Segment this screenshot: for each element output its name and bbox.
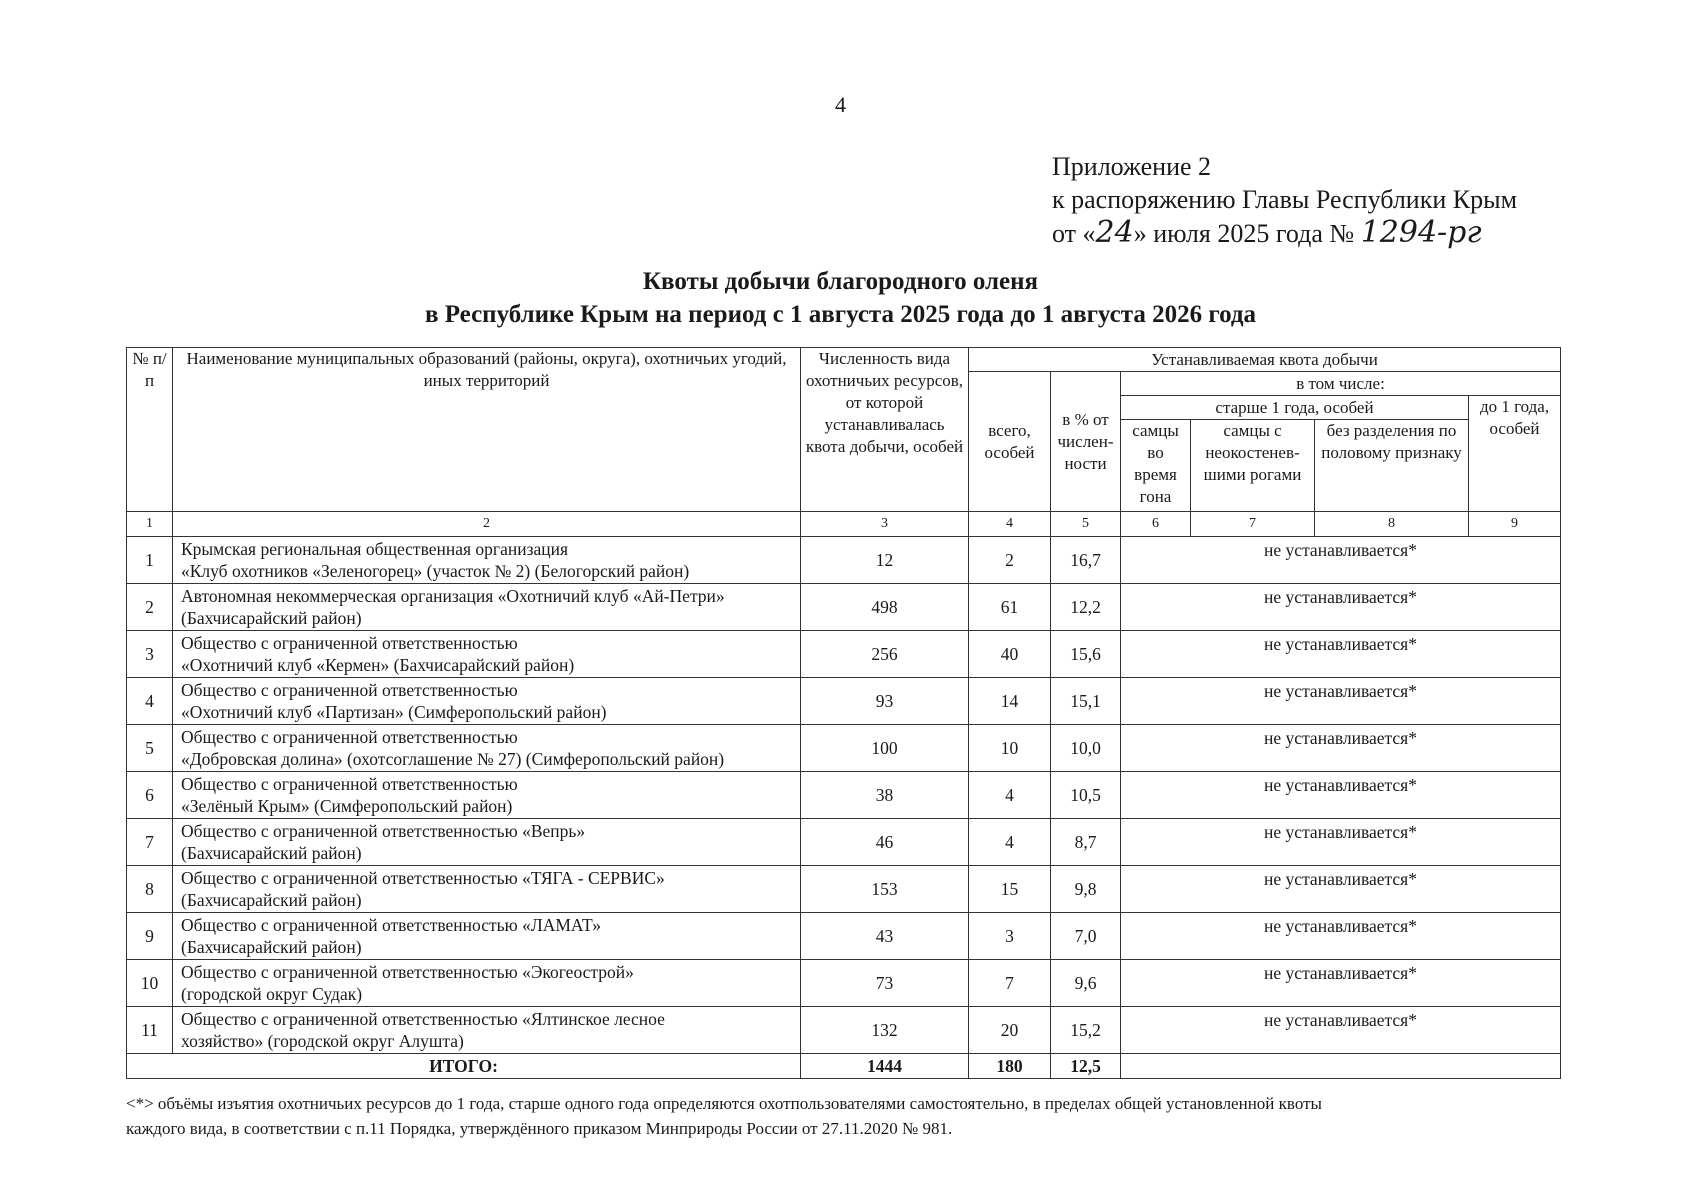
row-name-line: Общество с ограниченной ответственностью «Экогеострой» <box>181 962 634 982</box>
table-row <box>127 819 1561 866</box>
header-num: № п/п <box>127 348 173 512</box>
title-line-1: Квоты добычи благородного оленя <box>642 268 1039 295</box>
row-population: 93 <box>801 678 969 725</box>
totals-population: 1444 <box>801 1054 969 1079</box>
row-name-line: Общество с ограниченной ответственностью <box>181 680 518 700</box>
row-name-line: Общество с ограниченной ответственностью «Вепрь» <box>181 821 586 841</box>
row-percent: 15,1 <box>1051 678 1121 725</box>
row-number: 6 <box>127 772 173 819</box>
header-population: Численность вида охотничьих ресурсов, от которой устанавливалась квота добычи, особей <box>801 348 969 512</box>
row-percent: 15,6 <box>1051 631 1121 678</box>
column-number: 2 <box>173 512 801 537</box>
row-quota-note: не устанавливается* <box>1121 678 1561 725</box>
totals-empty <box>1121 1054 1561 1079</box>
row-number: 9 <box>127 913 173 960</box>
row-number: 4 <box>127 678 173 725</box>
handwritten-number: 1294-рг <box>1360 215 1482 250</box>
column-number: 9 <box>1469 512 1561 537</box>
column-number: 1 <box>127 512 173 537</box>
row-name <box>173 772 801 819</box>
table-row <box>127 584 1561 631</box>
date-prefix: от « <box>1052 219 1096 248</box>
column-number: 3 <box>801 512 969 537</box>
appendix-title: Приложение 2 <box>1052 152 1212 181</box>
table-row <box>127 772 1561 819</box>
title-line-2: в Республике Крым на период с 1 августа 2025 года до 1 августа 2026 года <box>424 301 1256 328</box>
column-number: 7 <box>1191 512 1315 537</box>
column-number: 8 <box>1315 512 1469 537</box>
row-number: 5 <box>127 725 173 772</box>
row-name <box>173 584 801 631</box>
row-population: 12 <box>801 537 969 584</box>
row-name-line: Общество с ограниченной ответственностью «Ялтинское лесное <box>181 1009 665 1029</box>
row-number: 8 <box>127 866 173 913</box>
table-row <box>127 866 1561 913</box>
row-number: 2 <box>127 584 173 631</box>
row-population: 498 <box>801 584 969 631</box>
totals-total: 180 <box>969 1054 1051 1079</box>
table-row <box>127 960 1561 1007</box>
row-name-line: (Бахчисарайский район) <box>181 608 362 628</box>
row-name-line: Общество с ограниченной ответственностью <box>181 727 518 747</box>
row-name <box>173 960 801 1007</box>
row-total: 3 <box>969 913 1051 960</box>
row-population: 256 <box>801 631 969 678</box>
row-name-line: Крымская региональная общественная организация <box>181 539 569 559</box>
row-name-line: (Бахчисарайский район) <box>181 937 362 957</box>
document-title <box>0 265 1681 331</box>
page-number: 4 <box>835 92 846 117</box>
row-quota-note: не устанавливается* <box>1121 725 1561 772</box>
header-total: всего, особей <box>969 372 1051 512</box>
appendix-header <box>1052 150 1517 250</box>
table-row <box>127 725 1561 772</box>
row-total: 4 <box>969 819 1051 866</box>
row-percent: 15,2 <box>1051 1007 1121 1054</box>
row-percent: 7,0 <box>1051 913 1121 960</box>
row-name-line: (Бахчисарайский район) <box>181 843 362 863</box>
row-name-line: Общество с ограниченной ответственностью «ЛАМАТ» <box>181 915 601 935</box>
row-name-line: Автономная некоммерческая организация «Охотничий клуб «Ай-Петри» <box>181 586 725 606</box>
header-no-sex: без разделения по половому признаку <box>1315 420 1469 512</box>
row-percent: 10,5 <box>1051 772 1121 819</box>
footnote <box>126 1091 1566 1141</box>
header-percent: в % от числен-ности <box>1051 372 1121 512</box>
header-older: старше 1 года, особей <box>1121 396 1469 420</box>
row-quota-note: не устанавливается* <box>1121 1007 1561 1054</box>
row-total: 15 <box>969 866 1051 913</box>
row-quota-note: не устанавливается* <box>1121 960 1561 1007</box>
row-name <box>173 866 801 913</box>
row-quota-note: не устанавливается* <box>1121 584 1561 631</box>
row-name-line: «Зелёный Крым» (Симферопольский район) <box>181 796 513 816</box>
row-population: 100 <box>801 725 969 772</box>
row-percent: 9,8 <box>1051 866 1121 913</box>
footnote-line-2: каждого вида, в соответствии с п.11 Порядка, утверждённого приказом Минприроды России от 27.11.2020 № 981. <box>126 1119 953 1138</box>
row-number: 7 <box>127 819 173 866</box>
header-under1: до 1 года, особей <box>1469 396 1561 512</box>
row-name <box>173 913 801 960</box>
column-number: 4 <box>969 512 1051 537</box>
row-name-line: Общество с ограниченной ответственностью «ТЯГА - СЕРВИС» <box>181 868 665 888</box>
row-population: 46 <box>801 819 969 866</box>
row-total: 20 <box>969 1007 1051 1054</box>
table-row <box>127 913 1561 960</box>
header-males-antlers: самцы с неокостенев-шими рогами <box>1191 420 1315 512</box>
row-number: 1 <box>127 537 173 584</box>
row-quota-note: не устанавливается* <box>1121 537 1561 584</box>
row-name-line: «Охотничий клуб «Партизан» (Симферопольский район) <box>181 702 607 722</box>
row-quota-note: не устанавливается* <box>1121 819 1561 866</box>
row-name <box>173 1007 801 1054</box>
table-row <box>127 631 1561 678</box>
header-males-rut: самцы во время гона <box>1121 420 1191 512</box>
row-name-line: (городской округ Судак) <box>181 984 363 1004</box>
row-total: 7 <box>969 960 1051 1007</box>
table-row <box>127 1007 1561 1054</box>
row-percent: 12,2 <box>1051 584 1121 631</box>
row-name-line: хозяйство» (городской округ Алушта) <box>181 1031 464 1051</box>
quota-table <box>126 347 1561 1079</box>
header-name: Наименование муниципальных образований (районы, округа), охотничьих угодий, иных территорий <box>173 348 801 512</box>
table-row <box>127 678 1561 725</box>
row-name <box>173 537 801 584</box>
column-numbers-row <box>127 512 1561 537</box>
row-population: 43 <box>801 913 969 960</box>
row-number: 11 <box>127 1007 173 1054</box>
row-name-line: Общество с ограниченной ответственностью <box>181 774 518 794</box>
row-quota-note: не устанавливается* <box>1121 772 1561 819</box>
totals-percent: 12,5 <box>1051 1054 1121 1079</box>
row-percent: 10,0 <box>1051 725 1121 772</box>
row-name <box>173 725 801 772</box>
row-name-line: «Клуб охотников «Зеленогорец» (участок № 2) (Белогорский район) <box>181 561 690 581</box>
row-name-line: (Бахчисарайский район) <box>181 890 362 910</box>
handwritten-day: 24 <box>1095 215 1134 250</box>
header-including: в том числе: <box>1121 372 1561 396</box>
row-population: 38 <box>801 772 969 819</box>
row-name-line: «Добровская долина» (охотсоглашение № 27) (Симферопольский район) <box>181 749 725 769</box>
header-quota-group: Устанавливаемая квота добычи <box>969 348 1561 372</box>
date-middle: » июля 2025 года № <box>1133 219 1355 248</box>
row-name <box>173 631 801 678</box>
row-name <box>173 678 801 725</box>
row-percent: 8,7 <box>1051 819 1121 866</box>
column-number: 6 <box>1121 512 1191 537</box>
row-quota-note: не устанавливается* <box>1121 631 1561 678</box>
appendix-order: к распоряжению Главы Республики Крым <box>1052 185 1518 214</box>
row-name <box>173 819 801 866</box>
row-population: 132 <box>801 1007 969 1054</box>
row-total: 4 <box>969 772 1051 819</box>
row-population: 73 <box>801 960 969 1007</box>
row-population: 153 <box>801 866 969 913</box>
row-name-line: «Охотничий клуб «Кермен» (Бахчисарайский район) <box>181 655 575 675</box>
footnote-line-1: <*> объёмы изъятия охотничьих ресурсов до 1 года, старше одного года определяются охотпользователями самостоятельно, в пределах общей установленной квоты <box>126 1094 1322 1113</box>
row-percent: 9,6 <box>1051 960 1121 1007</box>
row-total: 61 <box>969 584 1051 631</box>
appendix-date-line <box>1052 216 1517 250</box>
row-number: 10 <box>127 960 173 1007</box>
row-total: 10 <box>969 725 1051 772</box>
row-number: 3 <box>127 631 173 678</box>
table-row <box>127 537 1561 584</box>
row-quota-note: не устанавливается* <box>1121 913 1561 960</box>
totals-label: ИТОГО: <box>127 1054 801 1079</box>
row-total: 14 <box>969 678 1051 725</box>
column-number: 5 <box>1051 512 1121 537</box>
totals-row <box>127 1054 1561 1079</box>
row-name-line: Общество с ограниченной ответственностью <box>181 633 518 653</box>
row-total: 2 <box>969 537 1051 584</box>
row-percent: 16,7 <box>1051 537 1121 584</box>
row-quota-note: не устанавливается* <box>1121 866 1561 913</box>
row-total: 40 <box>969 631 1051 678</box>
